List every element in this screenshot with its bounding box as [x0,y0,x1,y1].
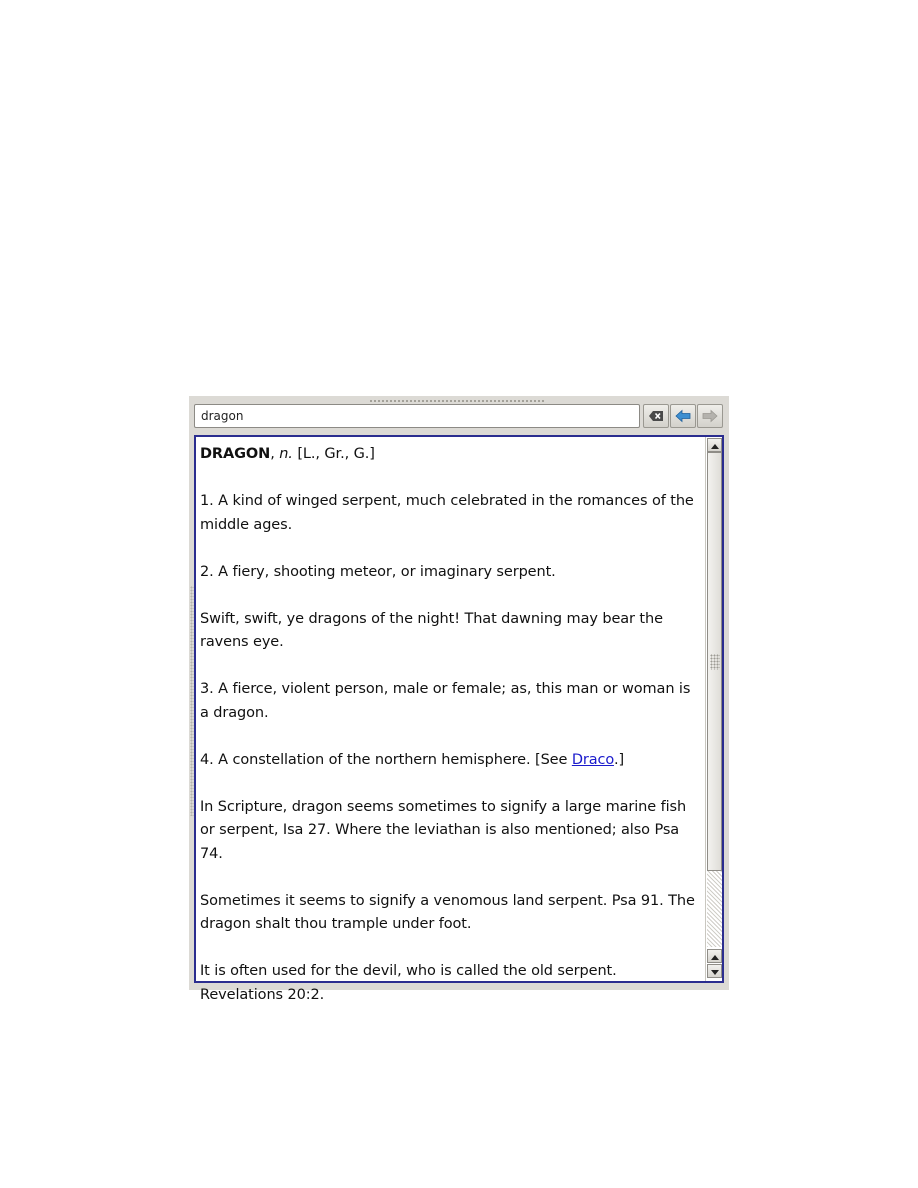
headword: DRAGON [200,446,271,462]
headword-separator: , [270,446,280,462]
definition-2: 2. A fiery, shooting meteor, or imaginary serpent. [200,563,556,580]
definition-3: 3. A fierce, violent person, male or female; as, this man or woman is a dragon. [200,681,691,721]
scroll-down-button[interactable] [707,964,722,978]
entry-header [200,443,700,467]
clear-text-icon [648,410,664,422]
scroll-up-button-lower[interactable] [707,949,722,963]
definition-1: 1. A kind of winged serpent, much celebrated in the romances of the middle ages. [200,493,694,533]
forward-button[interactable] [697,404,723,428]
vertical-scrollbar[interactable] [705,437,722,981]
part-of-speech: n. [279,446,293,462]
back-button[interactable] [670,404,696,428]
definition-4-suffix: .] [613,751,625,768]
scrollbar-trough[interactable] [707,871,722,947]
scroll-up-button[interactable] [707,438,722,452]
note-land-serpent: Sometimes it seems to signify a venomous land serpent. Psa 91. The dragon shalt thou trample under foot. [200,892,695,932]
clear-search-button[interactable] [643,404,669,428]
draco-link[interactable]: Draco [571,751,614,768]
search-input[interactable] [194,404,640,428]
dictionary-panel [189,396,729,1003]
definition-4 [200,749,700,773]
definition-4-text: 4. A constellation of the northern hemisphere. [See [200,751,572,768]
back-arrow-icon [675,409,691,423]
scrollbar-thumb[interactable] [707,452,722,871]
forward-arrow-icon [702,409,718,423]
scroll-down-arrow-icon [711,962,719,980]
note-scripture: In Scripture, dragon seems sometimes to signify a large marine fish or serpent, Isa 27. Where the leviathan is also mentioned; also Psa 74. [200,798,687,862]
panel-resize-grip[interactable] [369,399,545,403]
note-devil: It is often used for the devil, who is called the old serpent. Revelations 20:2. [200,963,617,1003]
quotation: Swift, swift, ye dragons of the night! That dawning may bear the ravens eye. [200,610,663,650]
definition-view[interactable] [194,435,724,1003]
etymology: [L., Gr., G.] [292,446,375,462]
definition-text [196,437,704,1003]
scrollbar-thumb-grip [710,654,720,670]
